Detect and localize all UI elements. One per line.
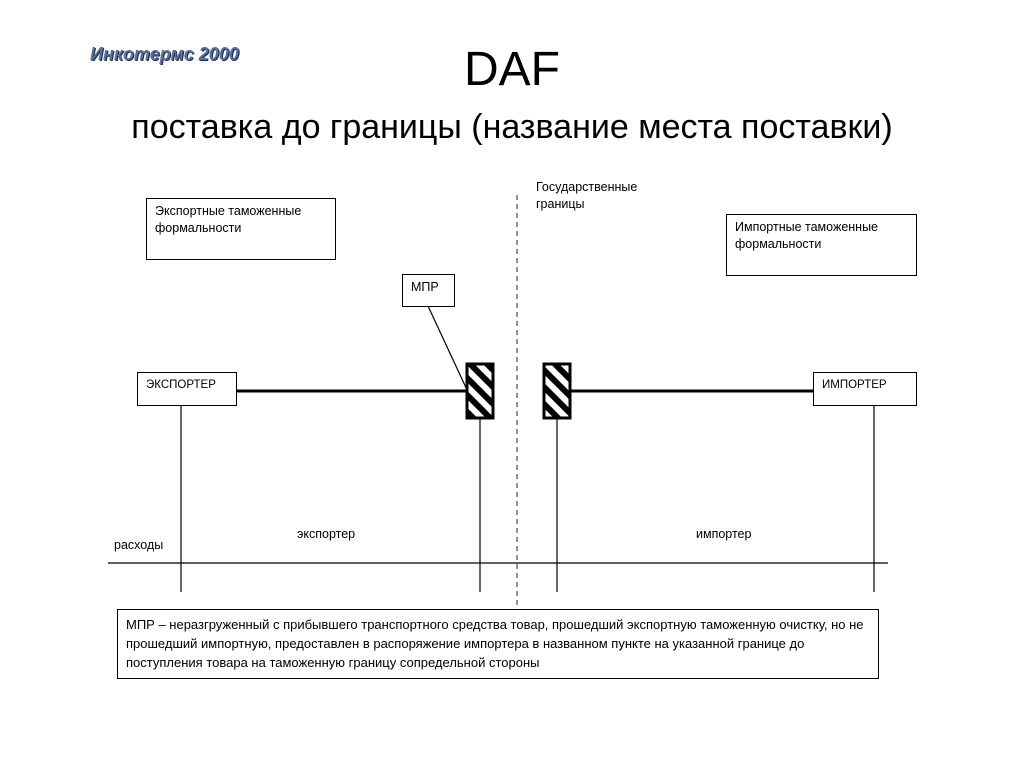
mpr-definition-note: МПР – неразгруженный с прибывшего транспортного средства товар, прошедший экспортную таможенную очистку, но не прошедший импортную, предоставлен в распоряжение импортера в названном пункте на указанной границе до поступления товара на таможенную границу сопредельной стороны [117, 609, 879, 679]
importer-cost-label: импортер [696, 527, 752, 541]
costs-label: расходы [114, 538, 164, 552]
incoterms-logo: Инкотермс 2000 [90, 44, 239, 64]
import-formalities-box: Импортные таможенные формальности [726, 214, 917, 276]
export-barrier [467, 364, 493, 418]
page-title: DAF [464, 43, 560, 96]
export-formalities-box: Экспортные таможенные формальности [146, 198, 336, 260]
mpr-pointer [428, 306, 468, 392]
importer-box: ИМПОРТЕР [813, 372, 917, 406]
exporter-cost-label: экспортер [297, 527, 356, 541]
page-subtitle: поставка до границы (название места поставки) [131, 108, 893, 146]
mpr-box: МПР [402, 274, 455, 307]
border-label: Государственные границы [536, 180, 638, 211]
import-barrier [544, 364, 570, 418]
exporter-box: ЭКСПОРТЕР [137, 372, 237, 406]
